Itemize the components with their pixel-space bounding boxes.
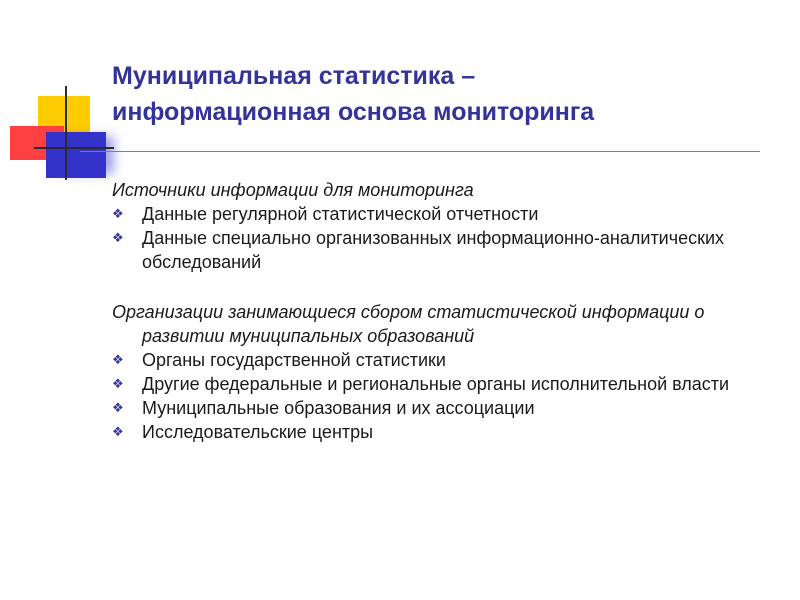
blue-square-decoration (46, 132, 106, 178)
sources-list (112, 202, 752, 274)
diamond-bullet-icon: ❖ (112, 400, 124, 415)
list-item (112, 420, 752, 444)
diamond-bullet-icon: ❖ (112, 376, 124, 391)
list-item-text: Данные специально организованных информационно-аналитических обследований (142, 228, 725, 272)
section-heading-sources: Источники информации для мониторинга (112, 180, 474, 200)
diamond-bullet-icon: ❖ (112, 352, 124, 367)
vertical-line-decoration (65, 86, 67, 180)
list-item-text: Данные регулярной статистической отчетности (142, 204, 539, 224)
list-item (112, 348, 752, 372)
organizations-list (112, 348, 752, 444)
slide-body (112, 178, 752, 444)
slide-title-line2: информационная основа мониторинга (112, 98, 595, 126)
list-item (112, 202, 752, 226)
list-item (112, 372, 752, 396)
list-item-text: Муниципальные образования и их ассоциации (142, 398, 535, 418)
list-item-text: Другие федеральные и региональные органы исполнительной власти (142, 374, 730, 394)
horizontal-line-decoration (34, 147, 114, 149)
diamond-bullet-icon: ❖ (112, 230, 124, 245)
slide-title-line1: Муниципальная статистика – (112, 62, 476, 90)
decorative-logo (0, 0, 120, 190)
section-spacer (112, 274, 752, 300)
title-divider (80, 151, 760, 152)
list-item-text: Органы государственной статистики (142, 350, 446, 370)
slide-title (112, 58, 772, 130)
section-heading-organizations: Организации занимающиеся сбором статистической информации о развитии муниципальных образований (112, 302, 705, 346)
diamond-bullet-icon: ❖ (112, 206, 124, 221)
diamond-bullet-icon: ❖ (112, 424, 124, 439)
list-item (112, 396, 752, 420)
list-item-text: Исследовательские центры (142, 422, 374, 442)
list-item (112, 226, 752, 274)
